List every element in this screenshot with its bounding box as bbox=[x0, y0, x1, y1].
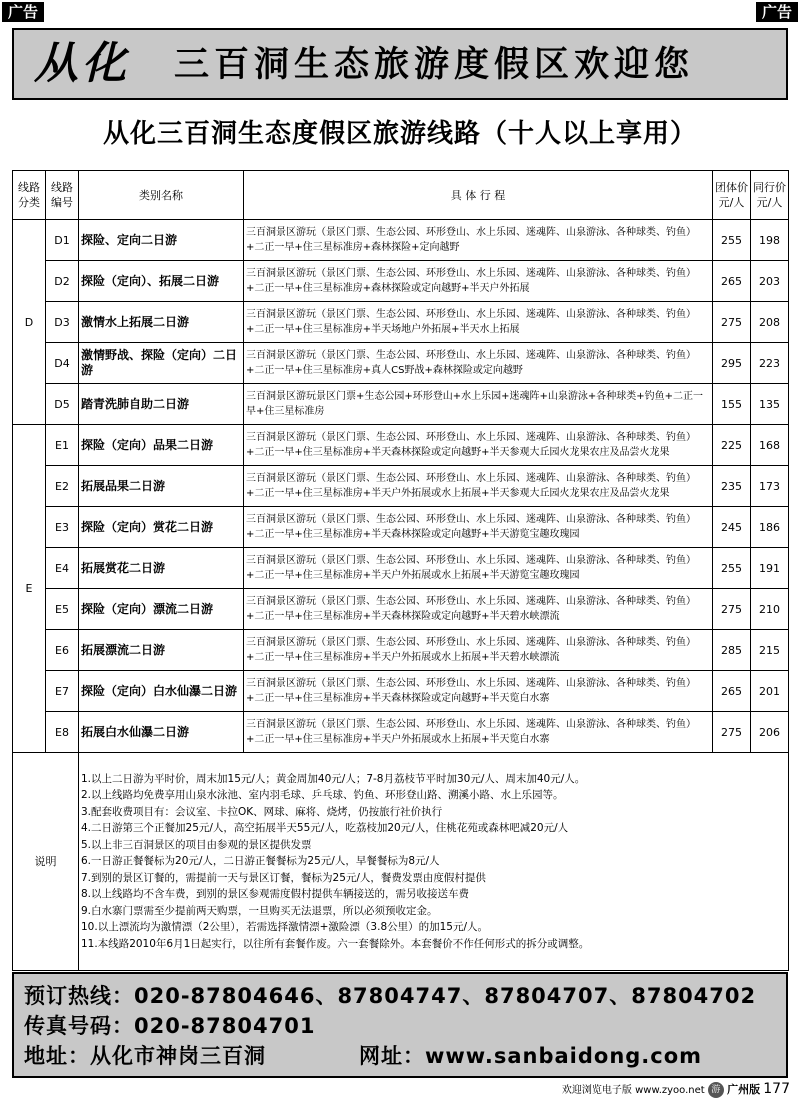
route-trade-price: 173 bbox=[751, 466, 789, 507]
route-trade-price: 191 bbox=[751, 548, 789, 589]
route-group-price: 245 bbox=[713, 507, 751, 548]
route-code: D2 bbox=[46, 261, 79, 302]
note-item: 5.以上非三百洞景区的项目由参观的景区提供发票 bbox=[81, 838, 312, 851]
header-trade-price: 同行价元/人 bbox=[751, 171, 789, 220]
note-item: 4.二日游第三个正餐加25元/人，高空拓展半天55元/人，吃荔枝加20元/人，住桃花苑或森林吧减20元/人 bbox=[81, 822, 569, 835]
route-name: 拓展品果二日游 bbox=[79, 466, 244, 507]
hotline-label: 预订热线： bbox=[24, 984, 134, 1008]
route-name: 探险、定向二日游 bbox=[79, 220, 244, 261]
address-line bbox=[24, 1042, 266, 1070]
route-name: 激情水上拓展二日游 bbox=[79, 302, 244, 343]
category-e-cell: E bbox=[13, 425, 46, 753]
route-group-price: 225 bbox=[713, 425, 751, 466]
route-group-price: 155 bbox=[713, 384, 751, 425]
note-item: 11.本线路2010年6月1日起实行，以往所有套餐作废。六一套餐除外。本套餐价不作任何形式的拆分或调整。 bbox=[81, 937, 590, 950]
header-category: 线路分类 bbox=[13, 171, 46, 220]
note-item: 8.以上线路均不含车费，到别的景区参观需度假村提供车辆接送的，需另收接送车费 bbox=[81, 888, 470, 901]
footer-edition: 广州版 bbox=[727, 1083, 761, 1096]
table-row bbox=[13, 630, 789, 671]
route-group-price: 275 bbox=[713, 302, 751, 343]
table-row bbox=[13, 220, 789, 261]
route-detail: 三百洞景区游玩（景区门票、生态公园、环形登山、水上乐园、迷魂阵、山泉游泳、各种球类、钓鱼）+二正一早+住三星标准房+半天森林探险或定向越野+半天参观大丘园火龙果农庄及品尝火龙果 bbox=[244, 425, 713, 466]
route-trade-price: 135 bbox=[751, 384, 789, 425]
category-d-cell: D bbox=[13, 220, 46, 425]
table-row bbox=[13, 384, 789, 425]
route-name: 探险（定向）、拓展二日游 bbox=[79, 261, 244, 302]
footer-welcome: 欢迎浏览电子版 www.zyoo.net bbox=[561, 1085, 705, 1096]
route-detail: 三百洞景区游玩（景区门票、生态公园、环形登山、水上乐园、迷魂阵、山泉游泳、各种球类、钓鱼）+二正一早+住三星标准房+半天户外拓展或水上拓展+半天参观大丘园火龙果农庄及品尝火龙果 bbox=[244, 466, 713, 507]
notes-label: 说明 bbox=[13, 753, 79, 971]
route-code: E7 bbox=[46, 671, 79, 712]
table-row bbox=[13, 466, 789, 507]
route-group-price: 275 bbox=[713, 589, 751, 630]
route-trade-price: 201 bbox=[751, 671, 789, 712]
table-row bbox=[13, 712, 789, 753]
banner-title: 三百洞生态旅游度假区欢迎您 bbox=[174, 45, 695, 85]
fax-number: 020-87804701 bbox=[134, 1014, 316, 1038]
page-number: 177 bbox=[763, 1081, 790, 1097]
route-code: D3 bbox=[46, 302, 79, 343]
ad-label-right: 广告 bbox=[756, 2, 798, 22]
routes-table bbox=[12, 170, 789, 971]
route-group-price: 265 bbox=[713, 261, 751, 302]
route-trade-price: 208 bbox=[751, 302, 789, 343]
header-detail: 具 体 行 程 bbox=[244, 171, 713, 220]
route-code: E5 bbox=[46, 589, 79, 630]
route-detail: 三百洞景区游玩（景区门票、生态公园、环形登山、水上乐园、迷魂阵、山泉游泳、各种球类、钓鱼）+二正一早+住三星标准房+森林探险或定向越野+半天户外拓展 bbox=[244, 261, 713, 302]
route-name: 激情野战、探险（定向）二日游 bbox=[79, 343, 244, 384]
route-code: E6 bbox=[46, 630, 79, 671]
note-item: 6.一日游正餐餐标为20元/人，二日游正餐餐标为25元/人，早餐餐标为8元/人 bbox=[81, 855, 440, 868]
header-group-price: 团体价元/人 bbox=[713, 171, 751, 220]
note-item: 3.配套收费项目有：会议室、卡拉OK、网球、麻将、烧烤，仍按旅行社价执行 bbox=[81, 805, 443, 818]
route-group-price: 295 bbox=[713, 343, 751, 384]
table-row bbox=[13, 548, 789, 589]
hotline-line bbox=[24, 982, 756, 1010]
route-name: 拓展白水仙瀑二日游 bbox=[79, 712, 244, 753]
route-detail: 三百洞景区游玩（景区门票、生态公园、环形登山、水上乐园、迷魂阵、山泉游泳、各种球类、钓鱼）+二正一早+住三星标准房+半天户外拓展或水上拓展+半天游览宝趣玫瑰园 bbox=[244, 548, 713, 589]
route-detail: 三百洞景区游玩（景区门票、生态公园、环形登山、水上乐园、迷魂阵、山泉游泳、各种球类、钓鱼）+二正一早+住三星标准房+半天森林探险或定向越野+半天览白水寨 bbox=[244, 671, 713, 712]
table-row bbox=[13, 589, 789, 630]
notes-cell bbox=[79, 753, 789, 971]
route-detail: 三百洞景区游玩（景区门票、生态公园、环形登山、水上乐园、迷魂阵、山泉游泳、各种球类、钓鱼）+二正一早+住三星标准房+半天场地户外拓展+半天水上拓展 bbox=[244, 302, 713, 343]
magazine-logo-icon: 游 bbox=[708, 1082, 724, 1098]
route-detail: 三百洞景区游玩（景区门票、生态公园、环形登山、水上乐园、迷魂阵、山泉游泳、各种球类、钓鱼）+二正一早+住三星标准房+半天户外拓展或水上拓展+半天碧水峡漂流 bbox=[244, 630, 713, 671]
table-row bbox=[13, 343, 789, 384]
route-name: 拓展漂流二日游 bbox=[79, 630, 244, 671]
table-row bbox=[13, 671, 789, 712]
brand-script-logo: 从化 bbox=[34, 38, 130, 89]
hotline-numbers: 020-87804646、87804747、87804707、87804702 bbox=[134, 984, 757, 1008]
route-group-price: 255 bbox=[713, 548, 751, 589]
ad-label-left: 广告 bbox=[2, 2, 44, 22]
website-line bbox=[359, 1042, 702, 1070]
route-detail: 三百洞景区游玩（景区门票、生态公园、环形登山、水上乐园、迷魂阵、山泉游泳、各种球类、钓鱼）+二正一早+住三星标准房+半天户外拓展或水上拓展+半天览白水寨 bbox=[244, 712, 713, 753]
route-detail: 三百洞景区游玩（景区门票、生态公园、环形登山、水上乐园、迷魂阵、山泉游泳、各种球类、钓鱼）+二正一早+住三星标准房+半天森林探险或定向越野+半天游览宝趣玫瑰园 bbox=[244, 507, 713, 548]
note-item: 9.白水寨门票需至少提前两天购票，一旦购买无法退票，所以必须预收定金。 bbox=[81, 904, 438, 917]
route-detail: 三百洞景区游玩（景区门票、生态公园、环形登山、水上乐园、迷魂阵、山泉游泳、各种球类、钓鱼）+二正一早+住三星标准房+真人CS野战+森林探险或定向越野 bbox=[244, 343, 713, 384]
table-header-row bbox=[13, 171, 789, 220]
route-name: 探险（定向）赏花二日游 bbox=[79, 507, 244, 548]
route-code: E1 bbox=[46, 425, 79, 466]
note-item: 10.以上漂流均为激情漂（2公里），若需选择激情漂+激险漂（3.8公里）的加15元/人。 bbox=[81, 921, 489, 934]
fax-line bbox=[24, 1012, 315, 1040]
website-label: 网址： bbox=[359, 1044, 425, 1068]
route-code: E4 bbox=[46, 548, 79, 589]
page-subtitle: 从化三百洞生态度假区旅游线路（十人以上享用） bbox=[102, 119, 697, 149]
route-detail: 三百洞景区游玩（景区门票、生态公园、环形登山、水上乐园、迷魂阵、山泉游泳、各种球类、钓鱼）+二正一早+住三星标准房+森林探险+定向越野 bbox=[244, 220, 713, 261]
route-detail: 三百洞景区游玩景区门票+生态公园+环形登山+水上乐园+迷魂阵+山泉游泳+各种球类+钓鱼+二正一早+住三星标准房 bbox=[244, 384, 713, 425]
header-name: 类别名称 bbox=[79, 171, 244, 220]
address-value: 从化市神岗三百洞 bbox=[90, 1044, 266, 1068]
table-row bbox=[13, 261, 789, 302]
route-trade-price: 206 bbox=[751, 712, 789, 753]
note-item: 2.以上线路均免费享用山泉水泳池、室内羽毛球、乒乓球、钓鱼、环形登山路、溯溪小路、水上乐园等。 bbox=[81, 789, 564, 802]
address-label: 地址： bbox=[24, 1044, 90, 1068]
route-name: 探险（定向）品果二日游 bbox=[79, 425, 244, 466]
route-name: 探险（定向）白水仙瀑二日游 bbox=[79, 671, 244, 712]
notes-row bbox=[13, 753, 789, 971]
route-group-price: 255 bbox=[713, 220, 751, 261]
note-item: 7.到别的景区订餐的，需提前一天与景区订餐，餐标为25元/人，餐费发票由度假村提供 bbox=[81, 871, 486, 884]
route-group-price: 265 bbox=[713, 671, 751, 712]
route-code: D1 bbox=[46, 220, 79, 261]
route-name: 踏青洗肺自助二日游 bbox=[79, 384, 244, 425]
website-link[interactable]: www.sanbaidong.com bbox=[425, 1044, 703, 1068]
route-trade-price: 168 bbox=[751, 425, 789, 466]
page-footer bbox=[0, 1080, 790, 1100]
route-trade-price: 210 bbox=[751, 589, 789, 630]
route-trade-price: 223 bbox=[751, 343, 789, 384]
table-row bbox=[13, 507, 789, 548]
route-trade-price: 215 bbox=[751, 630, 789, 671]
route-code: D4 bbox=[46, 343, 79, 384]
route-code: D5 bbox=[46, 384, 79, 425]
route-trade-price: 186 bbox=[751, 507, 789, 548]
notes-list bbox=[81, 771, 786, 953]
route-name: 拓展赏花二日游 bbox=[79, 548, 244, 589]
route-group-price: 235 bbox=[713, 466, 751, 507]
contact-box bbox=[12, 972, 788, 1078]
header-code: 线路编号 bbox=[46, 171, 79, 220]
fax-label: 传真号码： bbox=[24, 1014, 134, 1038]
route-trade-price: 203 bbox=[751, 261, 789, 302]
table-row bbox=[13, 425, 789, 466]
route-group-price: 285 bbox=[713, 630, 751, 671]
table-row bbox=[13, 302, 789, 343]
route-name: 探险（定向）漂流二日游 bbox=[79, 589, 244, 630]
route-group-price: 275 bbox=[713, 712, 751, 753]
route-code: E8 bbox=[46, 712, 79, 753]
route-code: E2 bbox=[46, 466, 79, 507]
route-detail: 三百洞景区游玩（景区门票、生态公园、环形登山、水上乐园、迷魂阵、山泉游泳、各种球类、钓鱼）+二正一早+住三星标准房+半天森林探险或定向越野+半天碧水峡漂流 bbox=[244, 589, 713, 630]
note-item: 1.以上二日游为平时价，周末加15元/人；黄金周加40元/人；7-8月荔枝节平时加30元/人、周末加40元/人。 bbox=[81, 772, 586, 785]
route-code: E3 bbox=[46, 507, 79, 548]
route-trade-price: 198 bbox=[751, 220, 789, 261]
title-banner bbox=[12, 28, 788, 100]
